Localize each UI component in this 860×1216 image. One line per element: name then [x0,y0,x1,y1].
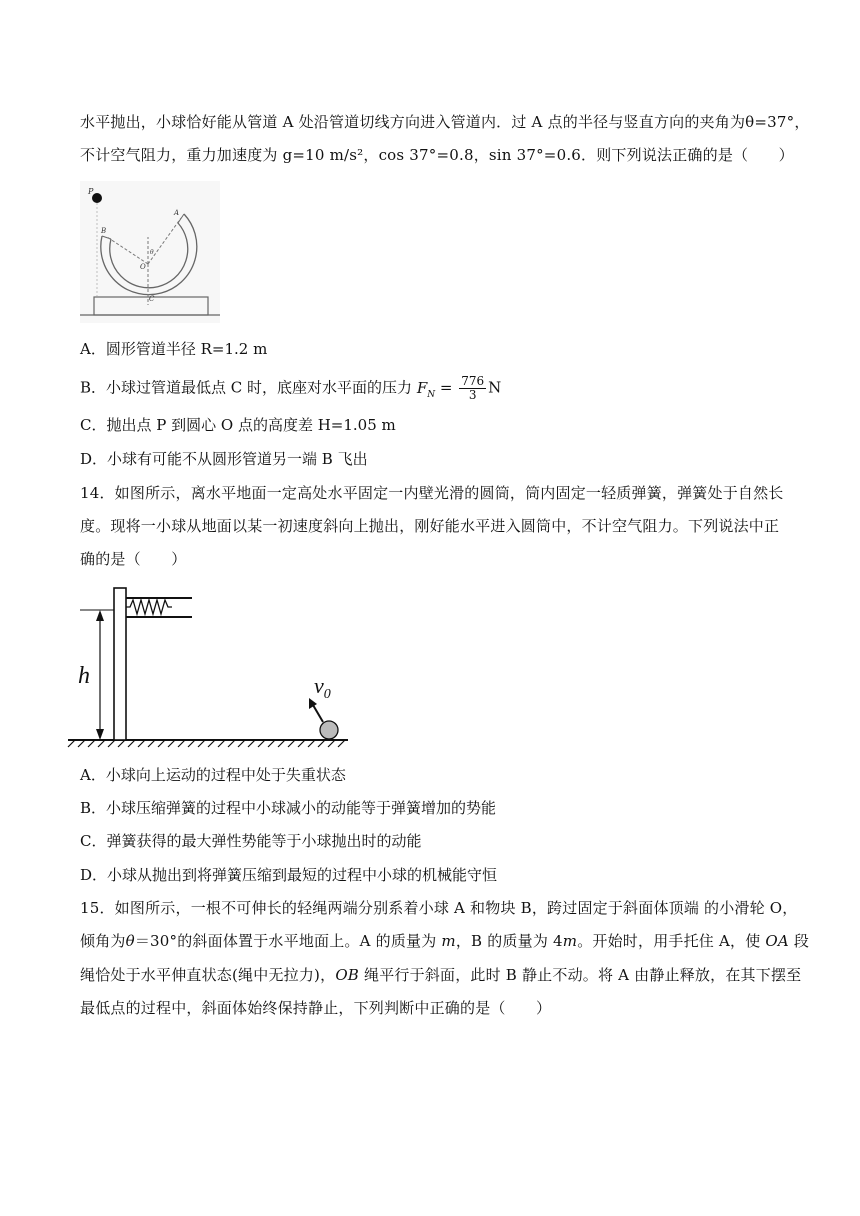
equals-sign: = [435,378,458,397]
q14-option-d: D．小球从抛出到将弹簧压缩到最短的过程中小球的机械能守恒 [80,866,498,884]
spring-icon [126,600,172,614]
q15-stem-line-2: 倾角为θ＝30°的斜面体置于水平地面上。A 的质量为 m，B 的质量为 4m。开始时，用手托住 A，使 OA 段 [80,932,810,950]
q13-option-c: C．抛出点 P 到圆心 O 点的高度差 H=1.05 m [80,416,396,434]
force-symbol: $F_N$ [416,378,436,400]
label-a: A [174,209,180,217]
q13-option-b [80,375,501,406]
q14-spring-figure [64,585,354,750]
q14-stem-line-3: 确的是（ ） [80,550,187,568]
q14-stem-line-1: 14．如图所示，离水平地面一定高处水平固定一内壁光滑的圆筒，筒内固定一轻质弹簧，弹簧处于自然长 [80,484,784,502]
q15-stem-line-4: 最低点的过程中，斜面体始终保持静止，下列判断中正确的是（ ） [80,999,552,1017]
label-o: O [140,263,146,271]
ball-p-icon [92,193,102,203]
label-p: P [88,187,94,196]
q14-option-b: B．小球压缩弹簧的过程中小球减小的动能等于弹簧增加的势能 [80,799,497,817]
ground-hatch-icon [68,740,345,747]
fraction-numerator: 776 [461,374,485,388]
q13-option-a: A．圆形管道半径 R=1.2 m [80,340,268,358]
q15-stem-line-1: 15．如图所示，一根不可伸长的轻绳两端分别系着小球 A 和物块 B，跨过固定于斜面体顶端 的小滑轮 O， [80,899,798,917]
label-b: B [101,227,107,235]
label-c: C [149,295,155,303]
q13-stem-line-2: 不计空气阻力，重力加速度为 g=10 m/s²，cos 37°=0.8，sin 37°=0.6．则下列说法正确的是（ ） [80,146,794,164]
q15-stem-line-3: 绳恰处于水平伸直状态(绳中无拉力)，OB 绳平行于斜面，此时 B 静止不动。将 A 由静止释放，在其下摆至 [80,966,802,984]
ball-icon [320,721,338,739]
q14-option-c: C．弹簧获得的最大弹性势能等于小球抛出时的动能 [80,832,422,850]
q13-pipe-figure [80,181,220,323]
label-theta: θ [150,249,154,256]
height-label: h [78,663,90,689]
force-unit: N [488,378,502,397]
q14-stem-line-2: 度。现将一小球从地面以某一初速度斜向上抛出，刚好能水平进入圆筒中，不计空气阻力。下列说法中正 [80,517,780,535]
q13-option-b-text: B．小球过管道最低点 C 时，底座对水平面的压力 [80,378,417,397]
force-fraction [459,375,486,402]
fraction-denominator: 3 [468,388,477,402]
velocity-label: $v_0$ [314,673,331,702]
q13-stem-line-1: 水平抛出，小球恰好能从管道 A 处沿管道切线方向进入管道内．过 A 点的半径与竖直方向的夹角为θ=37°， [80,113,810,131]
q14-option-a: A．小球向上运动的过程中处于失重状态 [80,766,346,784]
q13-option-d: D．小球有可能不从圆形管道另一端 B 飞出 [80,450,368,468]
